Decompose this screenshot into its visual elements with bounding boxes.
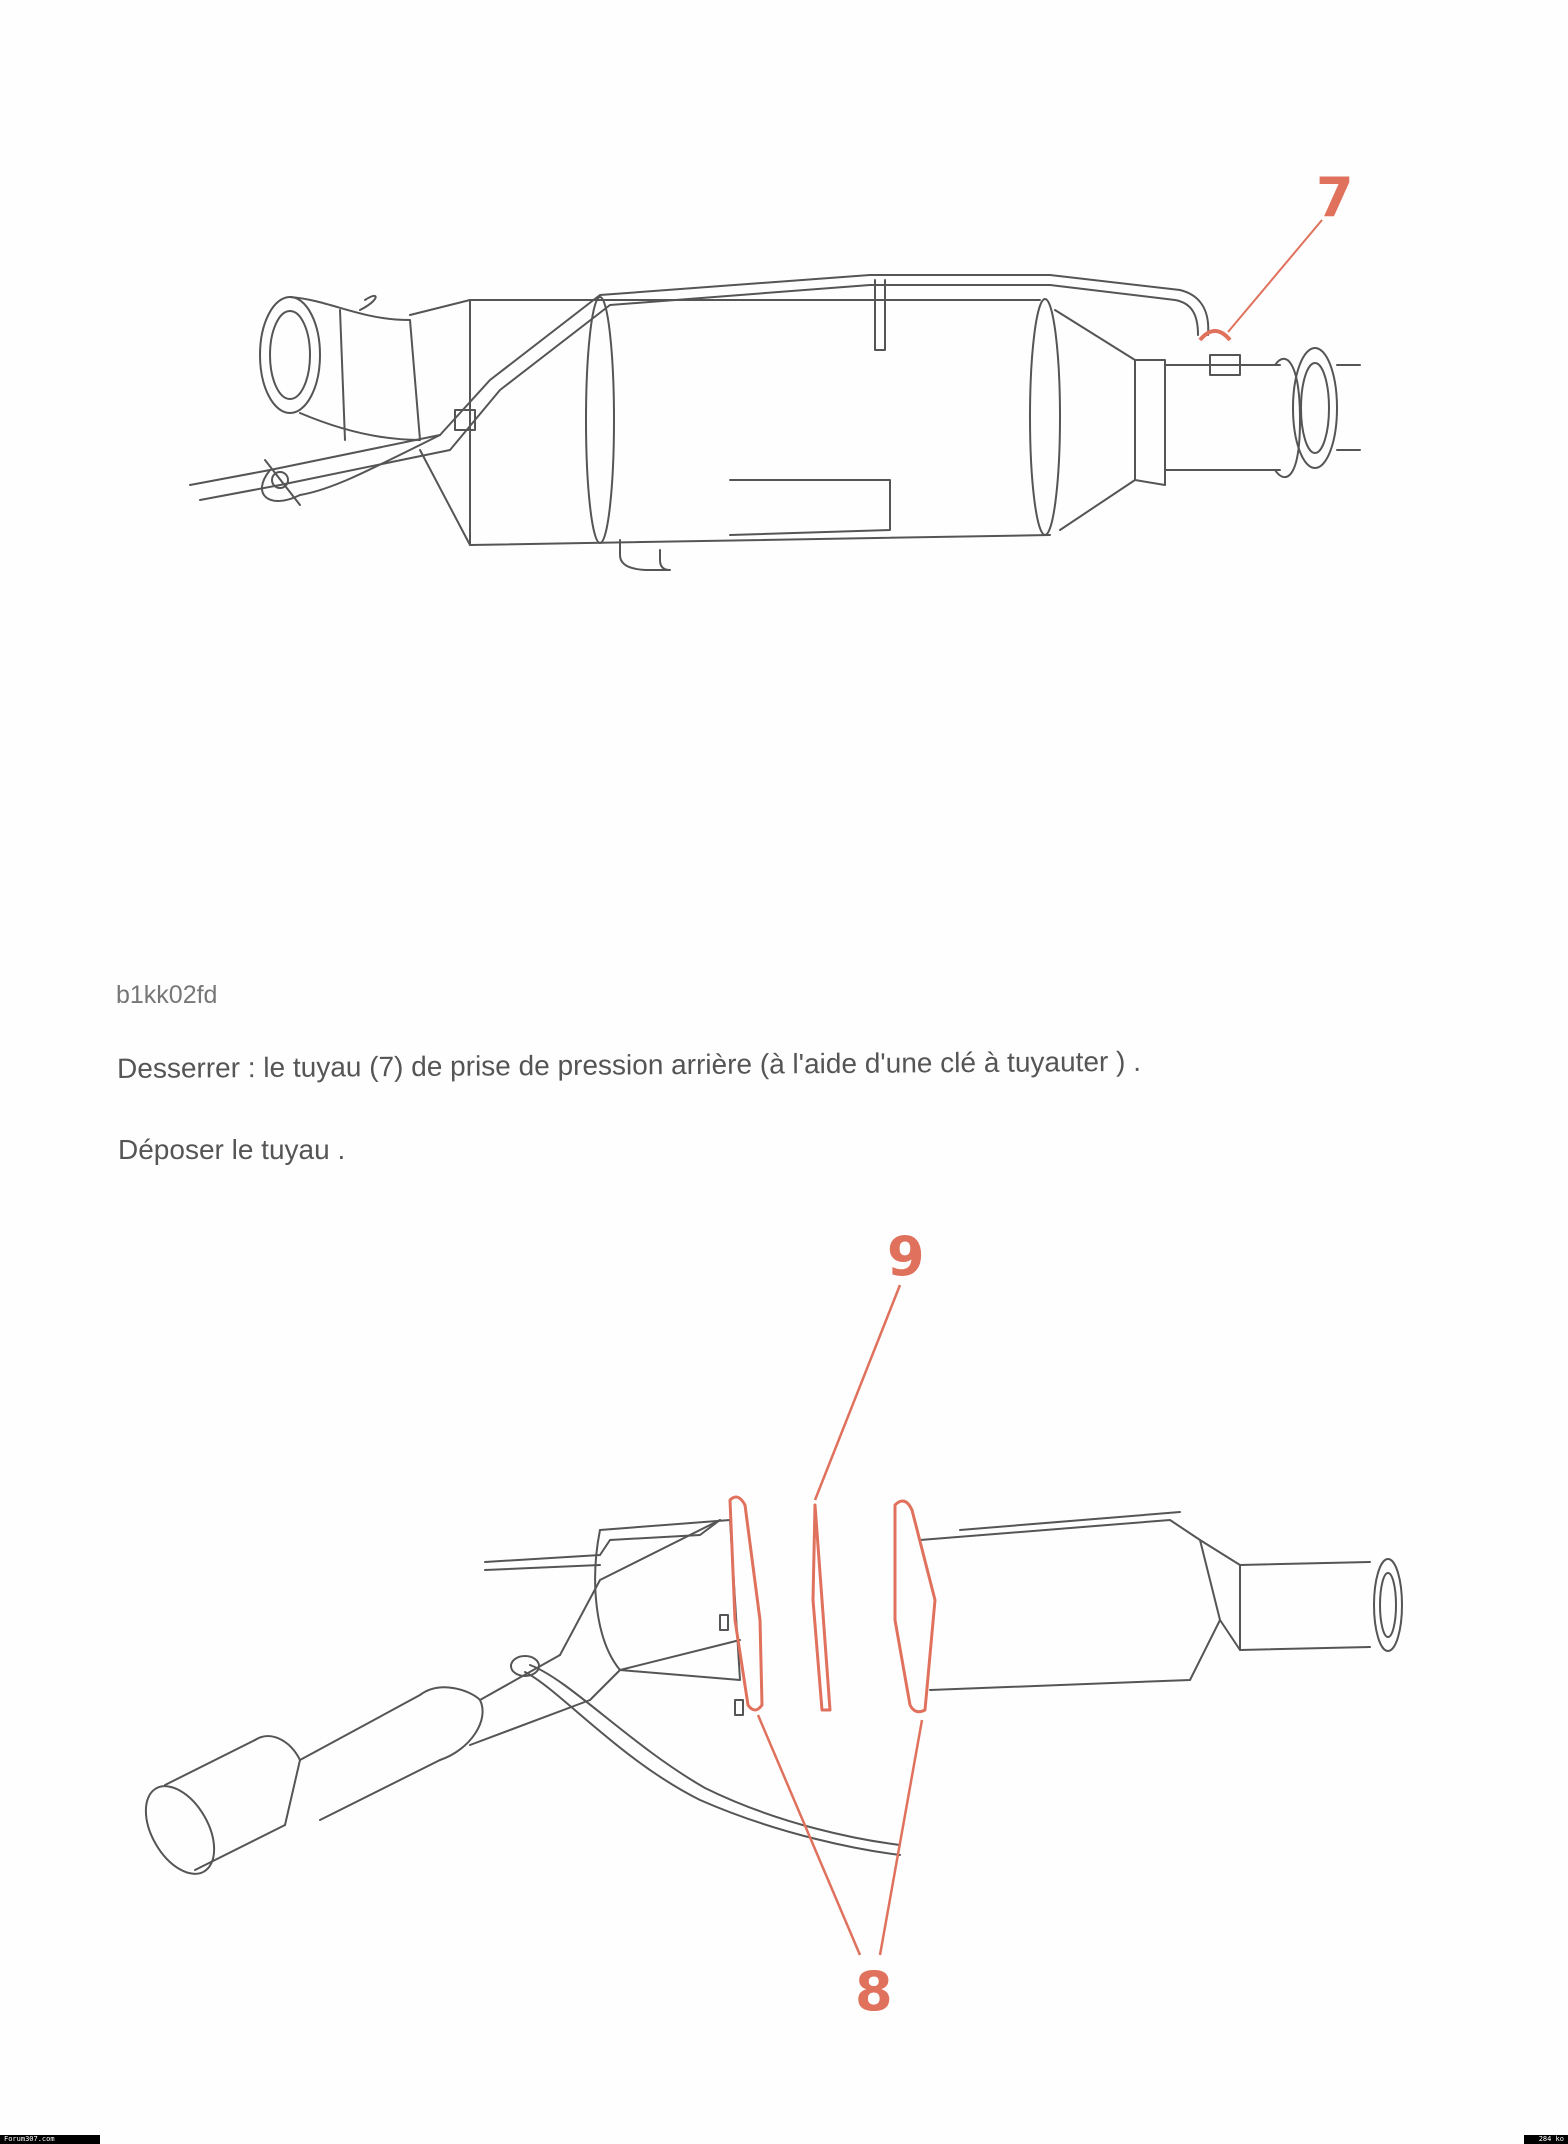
pipe-end-flange [132,1774,228,1885]
instruction-step-1: Desserrer : le tuyau (7) de prise de pression arrière (à l'aide d'une clé à tuyauter ) . [117,1045,1142,1084]
callout-number-9: 9 [887,1225,925,1288]
center-sleeve-highlight [813,1505,830,1710]
image-reference-code: b1kk02fd [116,981,218,1009]
instruction-step-2: Déposer le tuyau . [118,1134,346,1165]
callout-number-8: 8 [855,1960,893,2023]
pipe-clip-highlight [1200,331,1230,340]
gasket-right-highlight [895,1501,935,1712]
callout-9-leader [815,1285,900,1500]
exhaust-gasket-diagram-bottom [0,1200,1568,1960]
footer-source-label: Forum307.com [0,2135,100,2144]
footer-size-label: 284 ko [1524,2135,1568,2144]
callout-7-leader [1228,220,1322,332]
filter-body-bottom [470,535,1050,545]
callout-8-leader-right [880,1720,922,1955]
gasket-left-highlight [730,1497,762,1710]
callout-number-7: 7 [1316,166,1354,229]
